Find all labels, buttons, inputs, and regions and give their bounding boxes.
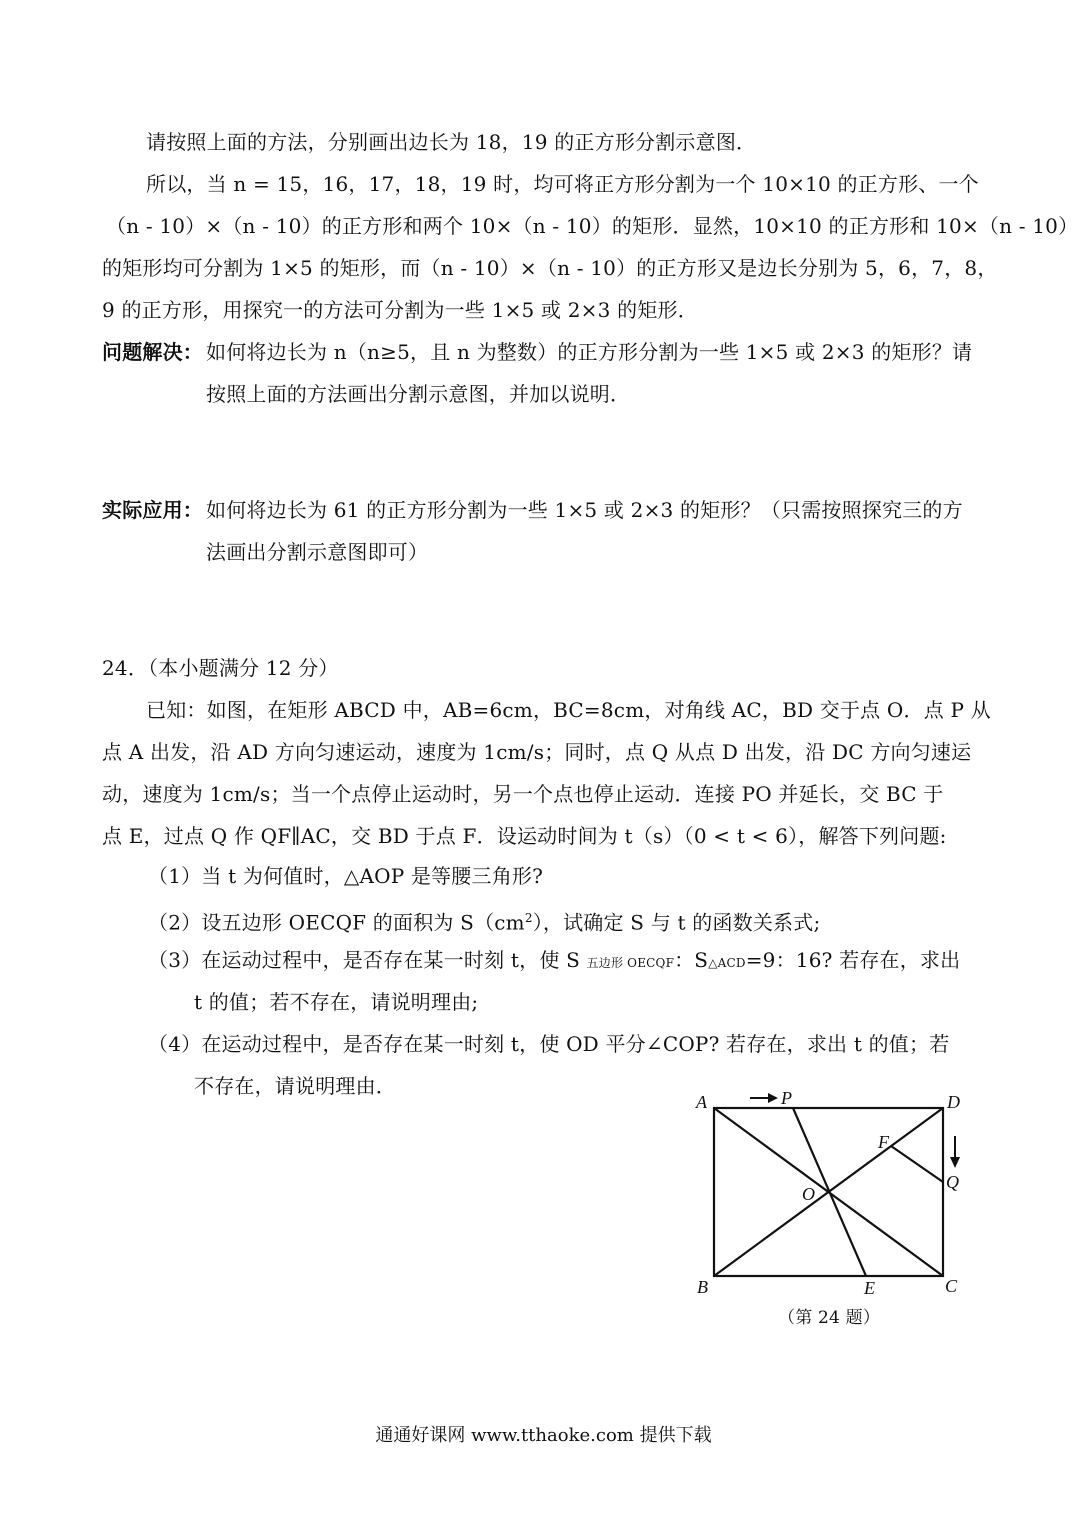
part-3-subscript-2: △ACD	[708, 956, 746, 970]
text-line: 点 E，过点 Q 作 QF∥AC，交 BD 于点 F．设运动时间为 t（s）（0 < t < 6），解答下列问题:	[102, 824, 947, 848]
part-3-subscript-1: 五边形 OECQF	[586, 956, 675, 970]
text-line: 法画出分割示意图即可）	[206, 540, 429, 564]
page-footer: 通通好课网 www.tthaoke.com 提供下载	[375, 1425, 712, 1446]
part-3-line-2: t 的值；若不存在，请说明理由;	[194, 990, 479, 1014]
question-24-header: 24．（本小题满分 12 分）	[102, 656, 339, 680]
text-line: （n - 10）×（n - 10）的正方形和两个 10×（n - 10）的矩形．显然，10×10 的正方形和 10×（n - 10）	[106, 214, 1079, 238]
part-2	[148, 904, 820, 937]
figure-caption: （第 24 题）	[778, 1308, 881, 1328]
text-line: 点 A 出发，沿 AD 方向匀速运动，速度为 1cm/s；同时，点 Q 从点 D 出发，沿 DC 方向匀速运	[102, 740, 972, 764]
text-line: 9 的正方形，用探究一的方法可分割为一些 1×5 或 2×3 的矩形．	[102, 298, 698, 322]
arrow-right-icon	[768, 1093, 778, 1103]
part-2-superscript: 2	[524, 911, 533, 925]
label-d: D	[947, 1092, 960, 1112]
label-q: Q	[946, 1172, 959, 1192]
figure-24-diagram	[680, 1080, 980, 1340]
arrow-down-icon	[950, 1157, 960, 1168]
problem-solving-label: 问题解决：	[102, 340, 203, 364]
application-label: 实际应用：	[102, 498, 203, 522]
label-f: F	[878, 1132, 889, 1152]
part-4-line-2: 不存在，请说明理由．	[194, 1074, 396, 1098]
text-line: 的矩形均可分割为 1×5 的矩形，而（n - 10）×（n - 10）的正方形又是边长分别为 5，6，7，8，	[102, 256, 998, 280]
text-line: 如何将边长为 n（n≥5，且 n 为整数）的正方形分割为一些 1×5 或 2×3 的矩形？请	[206, 340, 973, 364]
label-e: E	[864, 1278, 875, 1298]
text-line: 所以，当 n = 15，16，17，18，19 时，均可将正方形分割为一个 10×10 的正方形、一个	[146, 172, 979, 196]
text-line: 如何将边长为 61 的正方形分割为一些 1×5 或 2×3 的矩形？（只需按照探究三的方	[206, 498, 963, 522]
label-p: P	[781, 1088, 792, 1108]
text-line: 按照上面的方法画出分割示意图，并加以说明．	[206, 382, 631, 406]
part-1: （1）当 t 为何值时，△AOP 是等腰三角形?	[148, 864, 544, 888]
label-a: A	[696, 1092, 707, 1112]
part-2-text-a: （2）设五边形 OECQF 的面积为 S（cm	[148, 910, 525, 935]
line-qf	[891, 1146, 943, 1182]
text-line: 已知：如图，在矩形 ABCD 中，AB=6cm，BC=8cm，对角线 AC，BD 交于点 O．点 P 从	[146, 698, 991, 722]
label-b: B	[697, 1277, 708, 1297]
part-3-text-a: （3）在运动过程中，是否存在某一时刻 t，使 S	[148, 948, 587, 972]
label-o: O	[802, 1184, 815, 1204]
part-3-text-b: =9：16? 若存在，求出	[745, 948, 961, 972]
part-3-text-mid: ：S	[674, 948, 709, 972]
text-line: 动，速度为 1cm/s；当一个点停止运动时，另一个点也停止运动．连接 PO 并延长，交 BC 于	[102, 782, 944, 806]
part-4: （4）在运动过程中，是否存在某一时刻 t，使 OD 平分∠COP? 若存在，求出 t 的值；若	[148, 1032, 950, 1056]
part-2-text-b: ），试确定 S 与 t 的函数关系式;	[532, 910, 821, 935]
part-3	[148, 946, 960, 977]
label-c: C	[945, 1276, 958, 1296]
text-line: 请按照上面的方法，分别画出边长为 18，19 的正方形分割示意图．	[146, 130, 757, 154]
